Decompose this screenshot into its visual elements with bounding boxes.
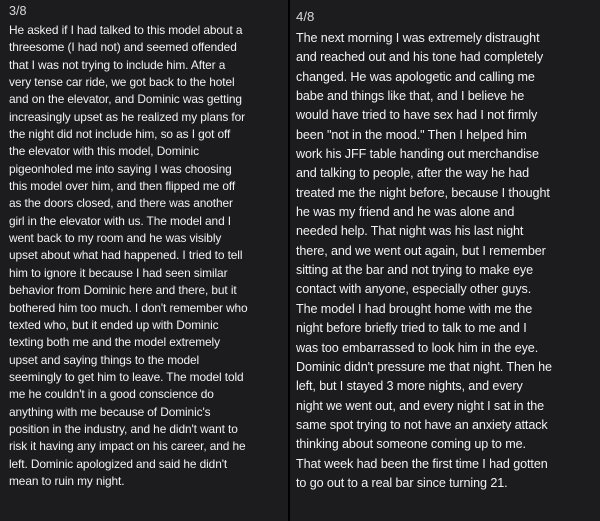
text-line: and reached out and his tone had completely xyxy=(296,50,544,65)
text-line: as the doors closed, and there was another xyxy=(9,196,233,211)
text-line: bothered him too much. I don't remember who xyxy=(9,300,248,315)
right-page-text xyxy=(296,29,596,493)
text-line: would have tried to have sex had I not firmly xyxy=(296,108,538,123)
text-line: That week had been the first time I had gotten xyxy=(296,456,548,471)
text-line: girl in the elevator with us. The model and I xyxy=(9,213,231,228)
text-line: texted who, but it ended up with Dominic xyxy=(9,317,219,332)
text-line: to go out to a real bar since turning 21. xyxy=(296,475,508,490)
text-line: mean to ruin my night. xyxy=(9,473,125,488)
text-line: went back to my room and he was visibly xyxy=(9,231,222,246)
text-line: there, and we went out again, but I remember xyxy=(296,243,546,258)
text-line: pigeonholed me into saying I was choosing xyxy=(9,161,232,176)
text-line: increasingly upset as he realized my plans for xyxy=(9,109,245,124)
text-line: treated me the night before, because I thought xyxy=(296,185,550,200)
text-line: left. Dominic apologized and said he didn't xyxy=(9,456,228,471)
text-line: night before briefly tried to talk to me and I xyxy=(296,321,527,336)
text-line: very tense car ride, we got back to the hotel xyxy=(9,75,235,90)
text-line: behavior from Dominic here and there, but it xyxy=(9,283,237,298)
text-line: upset and saying things to the model xyxy=(9,352,200,367)
text-line: contact with anyone, especially other guys. xyxy=(296,282,532,297)
text-line: babe and things like that, and I believe he xyxy=(296,89,525,104)
text-line: sitting at the bar and not trying to make eye xyxy=(296,263,534,278)
text-line: The next morning I was extremely distraught xyxy=(296,31,540,45)
text-line: and talking to people, after the way he had xyxy=(296,166,530,181)
text-line: upset about what had happened. I tried to tell xyxy=(9,248,243,263)
text-line: same spot trying to not have an anxiety attack xyxy=(296,417,548,432)
text-line: threesome (I had not) and seemed offended xyxy=(9,40,237,55)
left-page-text xyxy=(9,22,282,490)
text-line: the elevator with this model, Dominic xyxy=(9,144,199,159)
text-line: texting both me and the model extremely xyxy=(9,335,220,350)
text-line: him to ignore it because I had seen similar xyxy=(9,265,228,280)
left-page-panel xyxy=(0,0,288,521)
text-line: he was my friend and he was alone and xyxy=(296,205,515,220)
text-line: He asked if I had talked to this model about a xyxy=(9,23,243,37)
right-page-number: 4/8 xyxy=(296,9,315,24)
text-line: and on the elevator, and Dominic was getting xyxy=(9,92,242,107)
text-line: that I was not trying to include him. After a xyxy=(9,57,226,72)
text-line: risk it having any impact on his career, and he xyxy=(9,439,246,454)
text-line: left, but I stayed 3 more nights, and every xyxy=(296,379,523,394)
text-line: seemingly to get him to leave. The model told xyxy=(9,369,244,384)
text-line: the night did not include him, so as I got off xyxy=(9,127,231,142)
text-line: changed. He was apologetic and calling me xyxy=(296,69,535,84)
right-page-panel xyxy=(290,0,600,521)
text-line: work his JFF table handing out merchandise xyxy=(296,147,539,162)
text-line: this model over him, and then flipped me off xyxy=(9,179,236,194)
left-page-number: 3/8 xyxy=(9,4,27,18)
text-line: me he couldn't in a good conscience do xyxy=(9,387,214,402)
text-line: needed help. That night was his last night xyxy=(296,224,524,239)
text-line: Dominic didn't pressure me that night. Then he xyxy=(296,359,552,374)
text-line: position in the industry, and he didn't want to xyxy=(9,421,238,436)
text-line: was too embarrassed to look him in the eye. xyxy=(296,340,539,355)
text-line: night we went out, and every night I sat in the xyxy=(296,398,545,413)
text-line: The model I had brought home with me the xyxy=(296,301,533,316)
text-line: been "not in the mood." Then I helped him xyxy=(296,127,527,142)
text-line: thinking about someone coming up to me. xyxy=(296,437,526,452)
text-line: anything with me because of Dominic's xyxy=(9,404,211,419)
